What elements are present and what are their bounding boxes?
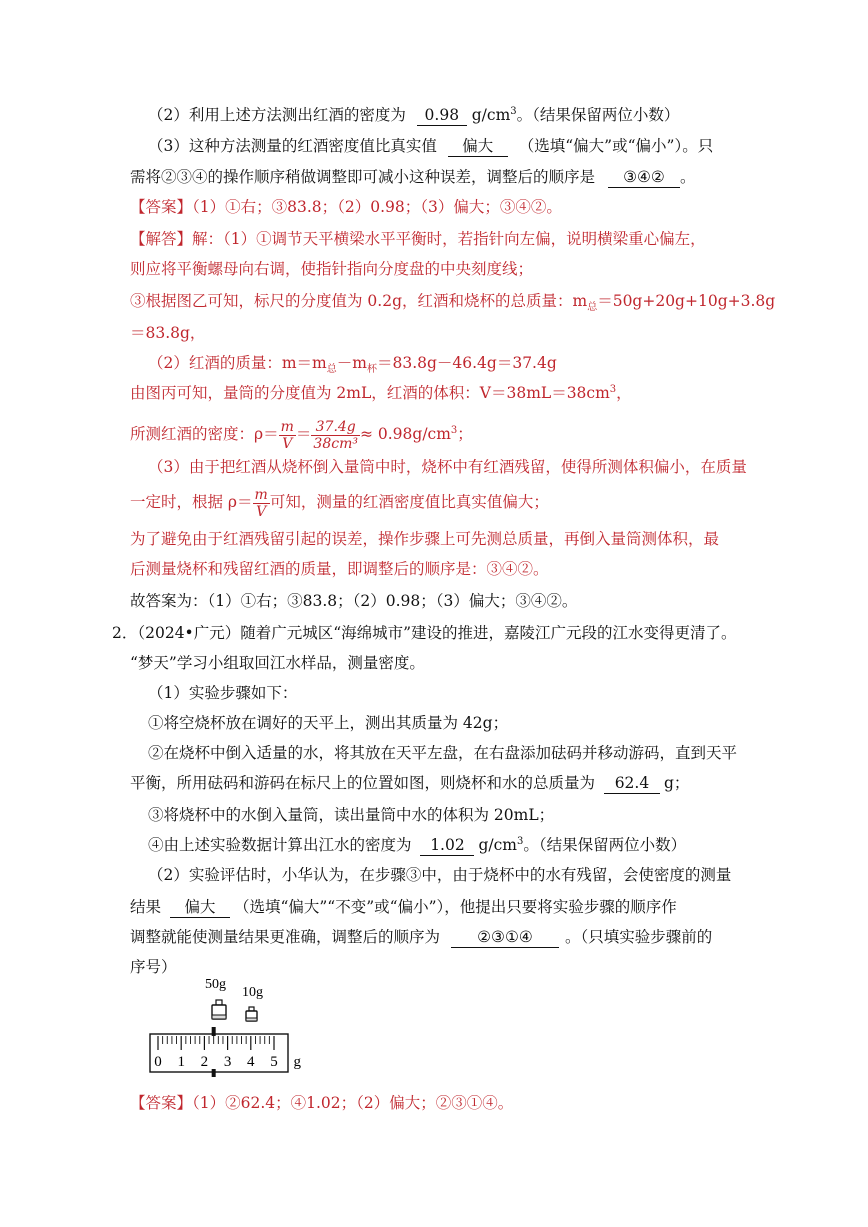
answer-line-2	[130, 1092, 513, 1114]
problem-2-line-8	[148, 834, 686, 856]
analysis-line-5	[148, 352, 557, 374]
analysis-line-8	[148, 456, 747, 478]
text: （选填“偏大”“不变”或“偏小”），他提出只要将实验步骤的顺序作	[233, 898, 677, 916]
subscript: 总	[326, 364, 337, 376]
text: （2）实验评估时，小华认为，在步骤③中，由于烧杯中的水有残留，会使密度的测量	[148, 866, 732, 884]
analysis-line-4	[130, 322, 205, 344]
text: 结果	[130, 898, 162, 916]
text: ，	[616, 384, 632, 402]
text: 可知，测量的红酒密度值比真实值偏大；	[269, 493, 549, 511]
text: ；	[457, 425, 473, 443]
text: 由图丙可知，量筒的分度值为 2mL，红酒的体积：V＝38mL＝38cm	[130, 384, 610, 402]
analysis-line-1	[130, 228, 706, 250]
scale-frame	[150, 1034, 288, 1072]
numerator: m	[280, 418, 294, 435]
balance-scale-figure	[148, 970, 301, 1082]
text: ③根据图乙可知，标尺的分度值为 0.2g，红酒和烧杯的总质量：m	[130, 292, 588, 310]
analysis-line-7	[130, 416, 473, 452]
problem-2-line-9	[148, 864, 731, 886]
text: －m	[336, 354, 367, 372]
question-3-continued	[130, 166, 695, 188]
problem-2-line-11	[130, 926, 712, 948]
answer-text: （1）①右；③83.8；（2）0.98；（3）偏大；③④②。	[192, 198, 562, 216]
weight-50g-label: 50g	[205, 977, 226, 992]
analysis-line-2	[130, 258, 533, 280]
problem-2-line-7	[148, 804, 554, 826]
superscript: 3	[609, 383, 617, 395]
problem-2-line-1	[112, 622, 737, 644]
text: ＝83.8g－46.4g＝37.4g	[376, 354, 557, 372]
scale-label: 3	[223, 1054, 232, 1070]
text: 。（只填实验步骤前的	[564, 928, 713, 946]
final-answer-line	[130, 590, 577, 612]
answer-line	[130, 196, 562, 218]
text: 后测量烧杯和残留红酒的质量，即调整后的顺序是：③④②。	[130, 560, 549, 578]
scale-label: 2	[200, 1054, 209, 1070]
numerator: m	[254, 486, 268, 503]
text: 。（结果保留两位小数）	[516, 106, 680, 124]
problem-2-line-10	[130, 896, 677, 918]
text: （1）实验步骤如下：	[148, 684, 298, 702]
denominator: V	[253, 503, 270, 520]
text: ＝50g+20g+10g+3.8g	[597, 292, 776, 310]
denominator: 38cm³	[313, 435, 358, 452]
scale-label: 0	[154, 1054, 162, 1070]
numerator: 37.4g	[315, 418, 356, 435]
answer-blank: ②③①④	[451, 928, 559, 948]
scale-label: 4	[247, 1054, 255, 1070]
analysis-line-11	[130, 558, 549, 580]
text: 解：（1）①调节天平横梁水平平衡时，若指针向左偏，说明横梁重心偏左，	[192, 230, 706, 248]
analysis-label: 【解答】	[130, 230, 193, 248]
unit-exponent: 3	[516, 835, 524, 847]
text: （2）利用上述方法测出红酒的密度为	[148, 106, 406, 124]
unit-exponent: 3	[510, 105, 517, 117]
weight-50g-icon	[212, 1000, 226, 1019]
answer-blank: 62.4	[604, 774, 660, 794]
problem-2-line-5	[148, 742, 737, 764]
answer-blank: 偏大	[170, 898, 230, 918]
text: （2）红酒的质量：m＝m	[148, 354, 327, 372]
unit: g/cm	[471, 106, 511, 124]
text: ≈ 0.98g/cm	[359, 425, 451, 443]
problem-2-line-6	[130, 772, 689, 794]
text: 。	[679, 168, 696, 186]
answer-blank: ③④②	[608, 168, 680, 188]
text: ②在烧杯中倒入适量的水，将其放在天平左盘，在右盘添加砝码并移动游码，直到天平	[148, 744, 738, 762]
text: （3）由于把红酒从烧杯倒入量筒中时，烧杯中有红酒残留，使得所测体积偏小，在质量	[148, 458, 747, 476]
fraction-m-over-v	[253, 487, 270, 520]
text: ③将烧杯中的水倒入量筒，读出量筒中水的体积为 20mL；	[148, 806, 555, 824]
unit: g/cm	[478, 836, 517, 854]
text: （选填“偏大”或“偏小”）。只	[518, 137, 714, 155]
rider-marker-bottom	[212, 1069, 216, 1077]
text: ①将空烧杯放在调好的天平上，测出其质量为 42g；	[148, 714, 509, 732]
answer-text: （1）②62.4；④1.02；（2）偏大；②③①④。	[192, 1094, 514, 1112]
analysis-line-3	[130, 290, 775, 312]
scale-label: 1	[177, 1054, 185, 1070]
text: ＝83.8g，	[130, 324, 206, 342]
text: ④由上述实验数据计算出江水的密度为	[148, 836, 412, 854]
problem-2-line-2	[130, 652, 425, 674]
scale-label: g	[293, 1054, 301, 1070]
problem-2-line-3	[148, 682, 297, 704]
answer-blank: 1.02	[420, 836, 474, 856]
problem-2-line-4	[148, 712, 508, 734]
scale-label: 5	[270, 1054, 278, 1070]
text: 2．（2024•广元）随着广元城区“海绵城市”建设的推进，嘉陵江广元段的江水变得更清了。	[112, 624, 737, 642]
rider-marker-top	[212, 1027, 216, 1036]
answer-label: 【答案】	[130, 198, 193, 216]
text: 所测红酒的密度：ρ＝	[130, 425, 279, 443]
text: 则应将平衡螺母向右调，使指针指向分度盘的中央刻度线；	[130, 260, 534, 278]
text: （3）这种方法测量的红酒密度值比真实值	[148, 137, 437, 155]
text: ＝	[295, 425, 312, 443]
superscript: 3	[450, 424, 458, 436]
text: 一定时，根据 ρ＝	[130, 493, 253, 511]
weight-10g-label: 10g	[242, 985, 263, 1000]
text: 调整就能使测量结果更准确，调整后的顺序为	[130, 928, 441, 946]
text: 需将②③④的操作顺序稍做调整即可减小这种误差，调整后的顺序是	[130, 168, 596, 186]
text: 故答案为：（1）①右；③83.8；（2）0.98；（3）偏大；③④②。	[130, 592, 578, 610]
text: 为了避免由于红酒残留引起的误差，操作步骤上可先测总质量，再倒入量筒测体积，最	[130, 530, 720, 548]
analysis-line-10	[130, 528, 719, 550]
denominator: V	[279, 435, 296, 452]
answer-blank: 偏大	[448, 137, 508, 157]
question-3-line	[148, 135, 713, 157]
weight-10g-icon	[246, 1007, 257, 1021]
answer-label: 【答案】	[130, 1094, 193, 1112]
analysis-line-9	[130, 484, 549, 520]
fraction-m-over-v	[279, 419, 296, 452]
answer-blank: 0.98	[417, 106, 467, 126]
analysis-line-6	[130, 382, 632, 404]
text: 平衡，所用砝码和游码在标尺上的位置如图，则烧杯和水的总质量为	[130, 774, 596, 792]
text: 。（结果保留两位小数）	[523, 836, 687, 854]
question-2-line	[148, 104, 679, 126]
subscript: 总	[587, 302, 598, 314]
fraction-values	[311, 419, 360, 452]
text: 序号）	[130, 958, 177, 976]
text: g；	[663, 774, 690, 792]
text: “梦天”学习小组取回江水样品，测量密度。	[130, 654, 425, 672]
subscript: 杯	[366, 364, 377, 376]
